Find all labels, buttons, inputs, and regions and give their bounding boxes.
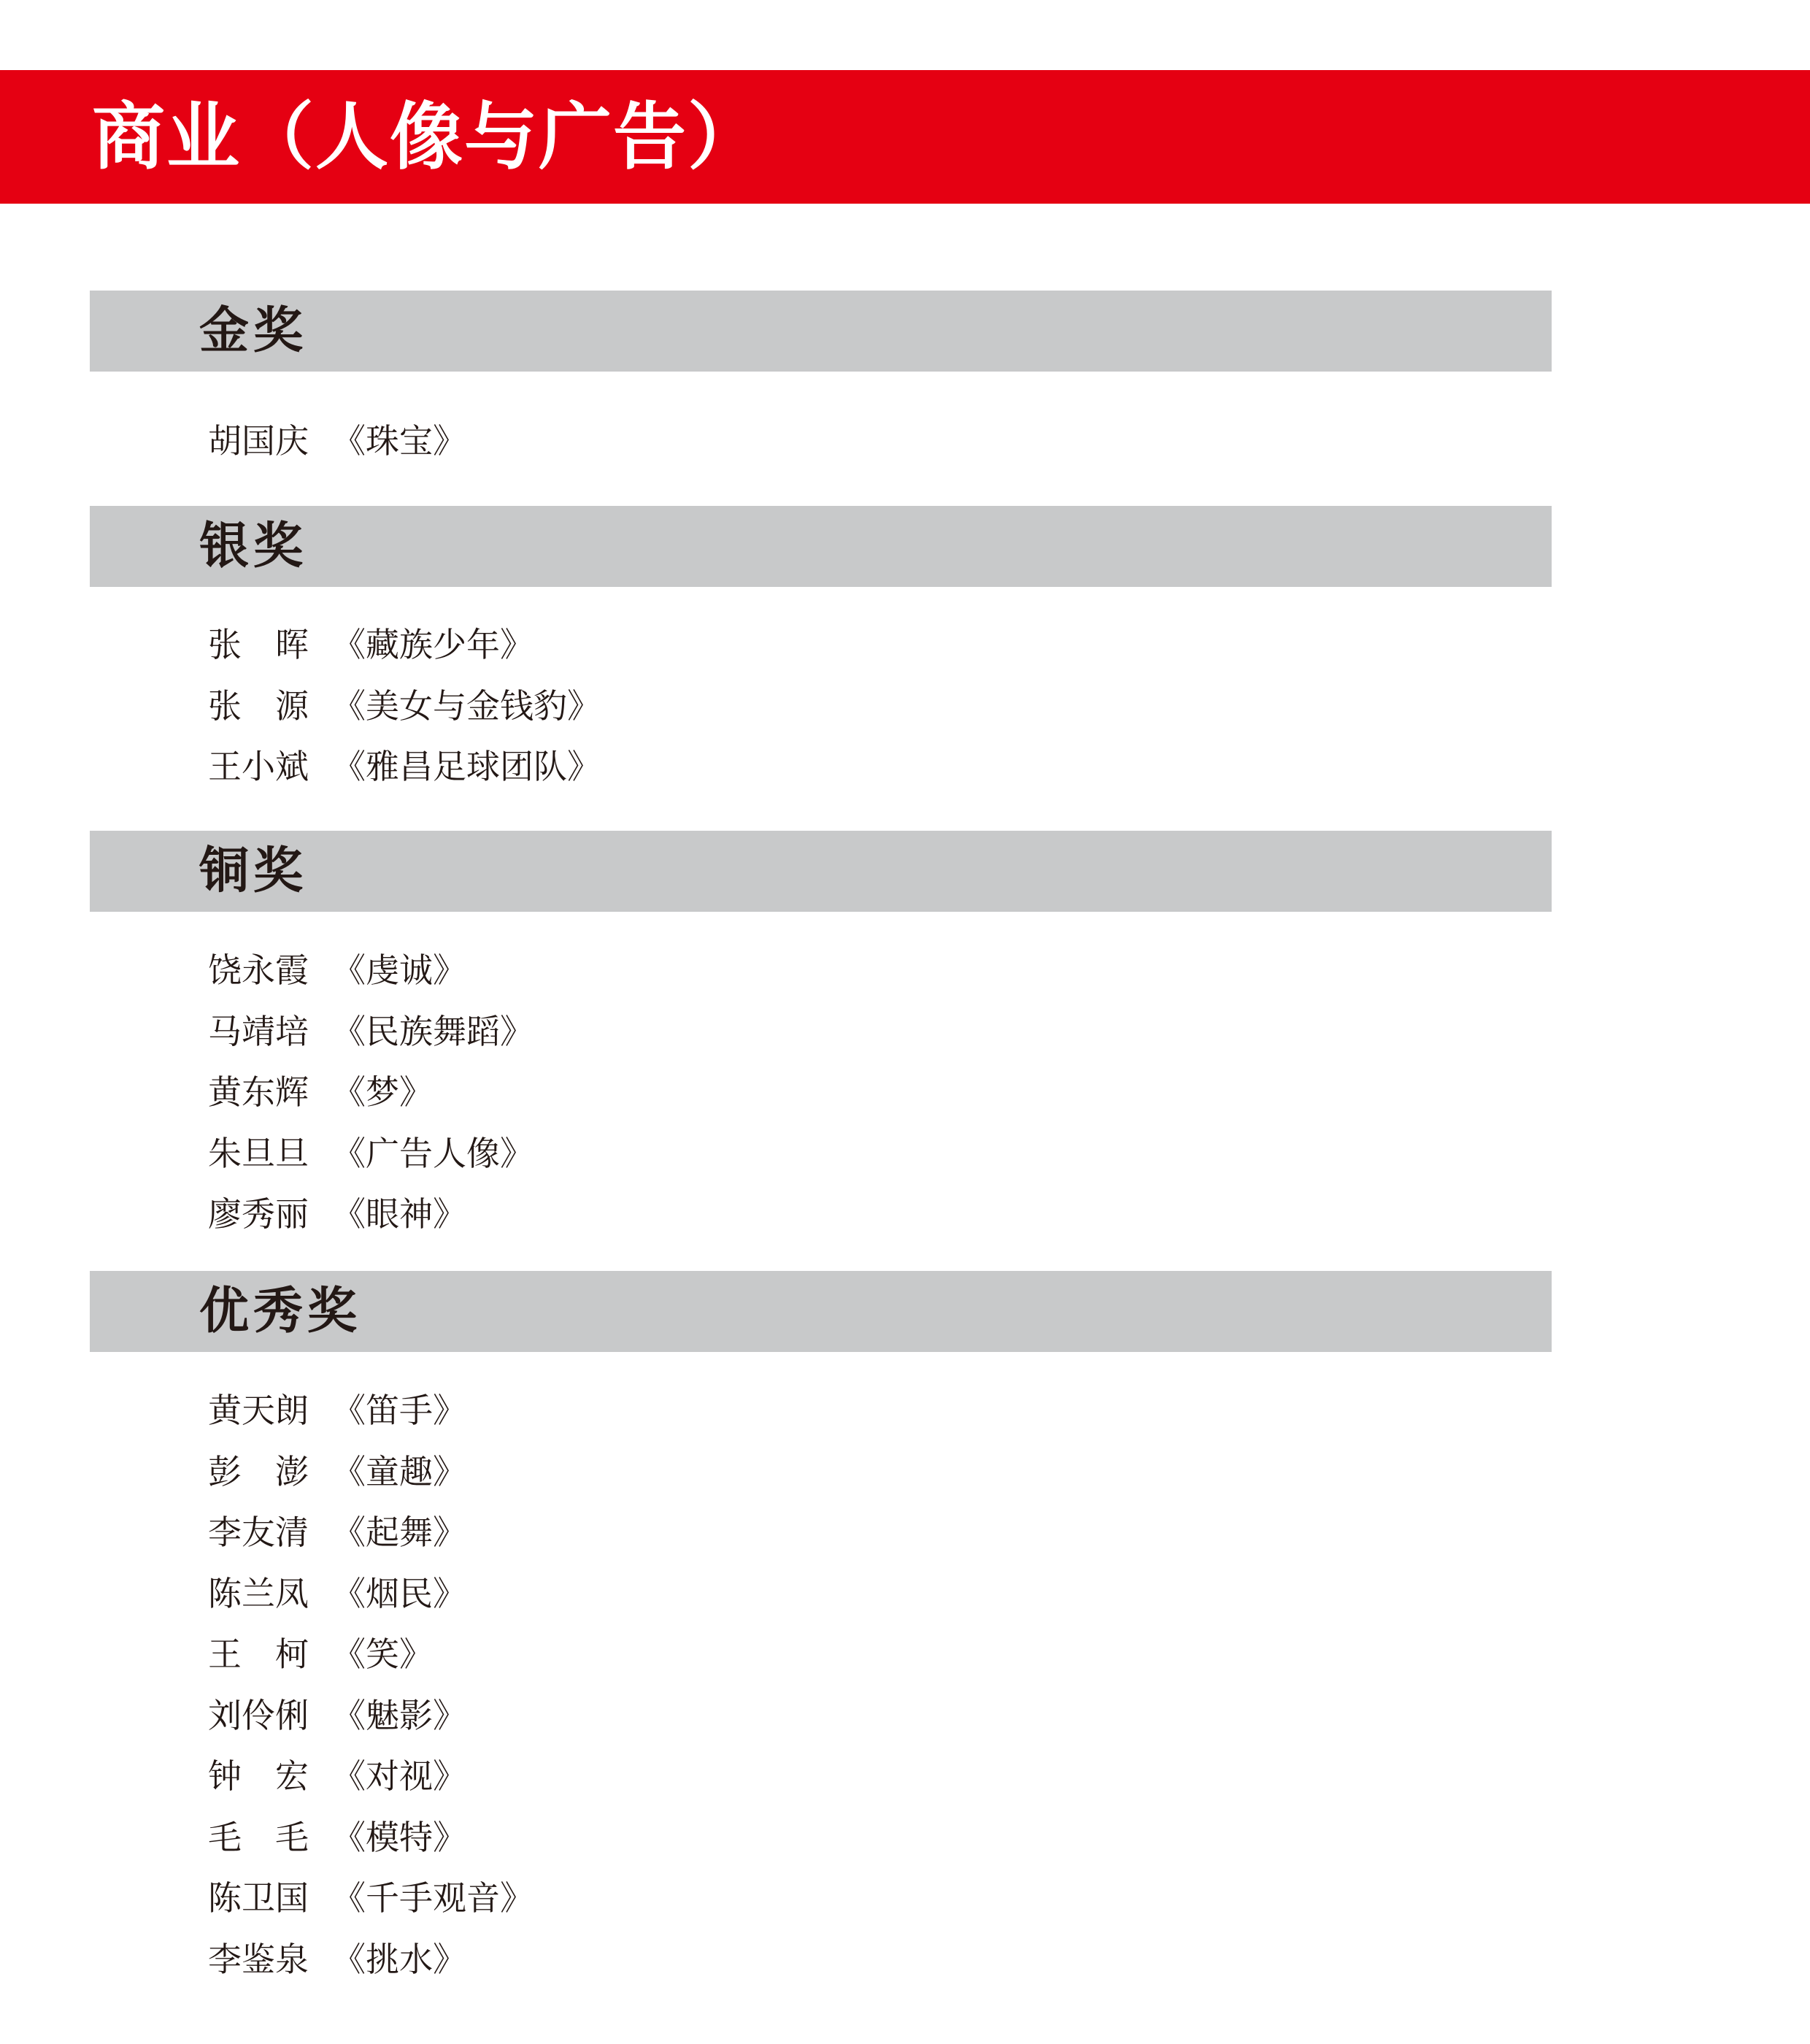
section-label-bronze: 铜奖 (199, 842, 308, 900)
winner-name: 刘伶俐 (208, 1695, 309, 1735)
work-title: 《起舞》 (332, 1513, 466, 1552)
list-item (208, 1624, 534, 1686)
list-item (208, 1868, 534, 1929)
winner-name: 张 晖 (208, 625, 309, 664)
list-item (208, 411, 466, 472)
winner-name: 钟 宏 (208, 1756, 309, 1796)
work-title: 《珠宝》 (332, 421, 466, 461)
winner-name: 朱旦旦 (208, 1133, 309, 1173)
list-item (208, 1807, 534, 1869)
list-item (208, 1002, 534, 1063)
winner-name: 王小斌 (208, 747, 309, 786)
list-item (208, 1184, 534, 1245)
winner-name: 马靖培 (208, 1011, 309, 1051)
list-item (208, 1746, 534, 1807)
section-header-silver (90, 506, 1552, 587)
list-item (208, 1502, 534, 1564)
award-list-excellence (208, 1380, 534, 1990)
list-item (208, 1686, 534, 1747)
winner-name: 陈卫国 (208, 1878, 309, 1918)
winner-name: 张 源 (208, 685, 309, 726)
winner-name: 毛 毛 (208, 1817, 309, 1857)
winner-name: 饶永霞 (208, 950, 309, 990)
list-item (208, 676, 601, 737)
title-banner (0, 70, 1810, 204)
work-title: 《广告人像》 (332, 1133, 534, 1173)
section-label-excellence: 优秀奖 (199, 1283, 362, 1340)
work-title: 《童趣》 (332, 1451, 466, 1491)
work-title: 《藏族少年》 (332, 625, 534, 664)
section-label-silver: 银奖 (199, 518, 308, 575)
list-item (208, 1564, 534, 1625)
list-item (208, 1123, 534, 1185)
list-item (208, 737, 601, 798)
work-title: 《梦》 (332, 1072, 433, 1112)
list-item (208, 615, 601, 676)
award-list-silver (208, 615, 601, 798)
work-title: 《雅昌足球团队》 (332, 747, 601, 786)
work-title: 《美女与金钱豹》 (332, 685, 601, 726)
winner-name: 李友清 (208, 1513, 309, 1552)
winner-name: 陈兰凤 (208, 1573, 309, 1613)
work-title: 《烟民》 (332, 1573, 466, 1613)
winner-name: 黄天朗 (208, 1391, 309, 1430)
winner-name: 王 柯 (208, 1634, 309, 1674)
award-list-gold (208, 411, 466, 472)
section-header-gold (90, 291, 1552, 372)
award-list-bronze (208, 940, 534, 1245)
winner-name: 胡国庆 (208, 421, 309, 461)
list-item (208, 1062, 534, 1123)
work-title: 《对视》 (332, 1756, 466, 1796)
work-title: 《笛手》 (332, 1391, 466, 1430)
section-header-bronze (90, 831, 1552, 912)
winner-name: 廖秀丽 (208, 1194, 309, 1234)
list-item (208, 1380, 534, 1442)
work-title: 《模特》 (332, 1817, 466, 1857)
list-item (208, 1929, 534, 1991)
work-title: 《千手观音》 (332, 1878, 534, 1918)
list-item (208, 940, 534, 1002)
section-header-excellence (90, 1271, 1552, 1352)
list-item (208, 1442, 534, 1503)
work-title: 《魅影》 (332, 1695, 466, 1735)
work-title: 《虔诚》 (332, 950, 466, 990)
work-title: 《民族舞蹈》 (332, 1011, 534, 1051)
winner-name: 黄东辉 (208, 1072, 309, 1112)
winner-name: 彭 澎 (208, 1451, 309, 1491)
work-title: 《挑水》 (332, 1939, 466, 1979)
work-title: 《眼神》 (332, 1194, 466, 1234)
work-title: 《笑》 (332, 1634, 433, 1674)
section-label-gold: 金奖 (199, 302, 308, 360)
page-title: 商业（人像与广告） (92, 94, 762, 180)
winner-name: 李鉴泉 (208, 1939, 309, 1979)
